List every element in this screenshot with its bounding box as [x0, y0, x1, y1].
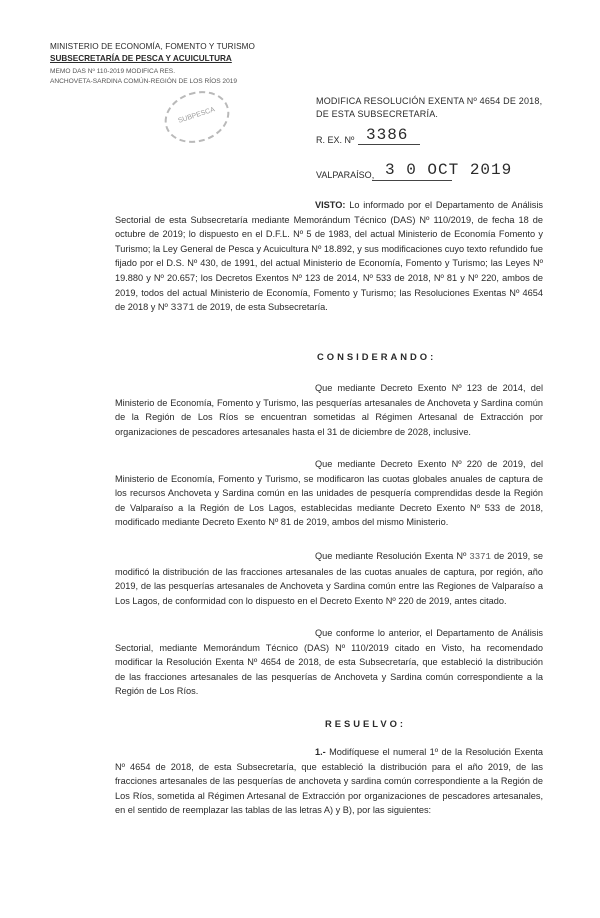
p3-start: Que mediante Resolución Exenta Nº — [315, 551, 467, 561]
reference-line-2: DE ESTA SUBSECRETARÍA. — [316, 109, 439, 119]
resuelvo-item-1 — [115, 745, 543, 818]
considerando-heading: CONSIDERANDO: — [317, 351, 437, 362]
rex-number: 3386 — [366, 126, 409, 144]
subsecretaria-name: SUBSECRETARÍA DE PESCA Y ACUICULTURA — [50, 54, 232, 63]
visto-text-end: de 2019, de esta Subsecretaría. — [197, 302, 328, 313]
considerando-paragraph-4: Que conforme lo anterior, el Departamento de Análisis Sectorial, mediante Memorándum Técnico (DAS) Nº 110/2019 citado en Visto, ha recomendado modificar la Resolución Exenta Nº 4654 de 2018, de esta Subsecretaría, que estableció la distribución de las fracciones artesanales de las pesquerías de Anchoveta y Sardina común correspondiente a la Región de Los Ríos. — [115, 628, 543, 697]
considerando-paragraph-3 — [115, 549, 543, 608]
considerando-paragraph-1: Que mediante Decreto Exento Nº 123 de 2014, del Ministerio de Economía, Fomento y Turismo, las pesquerías artesanales de Anchoveta y Sardina común de la Región de Los Ríos se encuentran sometidas al Régimen Artesanal de Extracción por organizaciones de pescadores artesanales hasta el 31 de diciembre de 2028, inclusive. — [115, 383, 543, 437]
resuelvo-heading: RESUELVO: — [325, 718, 406, 729]
considerando-paragraph-2: Que mediante Decreto Exento Nº 220 de 2019, del Ministerio de Economía, Fomento y Turismo, se modificaron las cuotas globales anuales de captura de los recursos Anchoveta y Sardina común en las unidades de pesquería comprendidas desde la Región de Valparaíso a la Región de Los Lagos, establecidas mediante Decreto Exento Nº 533 de 2018, modificado mediante Decreto Exento Nº 81 de 2019, ambos del mismo Ministerio. — [115, 459, 543, 528]
office-stamp: SUBPESCA — [158, 83, 236, 151]
date-underline — [372, 180, 452, 181]
rex-label: R. EX. Nº — [316, 135, 355, 145]
visto-label: VISTO: — [315, 200, 346, 210]
visto-text: Lo informado por el Departamento de Análisis Sectorial de esta Subsecretaría mediante Memorándum Técnico (DAS) Nº 110/2019, de fecha 18 de octubre de 2019; lo dispuesto en el D.F.L. Nº 5 de 1983, del actual Ministerio de Economía Fomento y Turismo; la Ley General de Pesca y Acuicultura Nº 18.892, y sus modificaciones cuyo texto refundido fue fijado por el D.S. Nº 430, de 1991, del actual Ministerio de Economía, Fomento y Turismo; las Leyes Nº 19.880 y Nº 20.657; los Decretos Exentos Nº 123 de 2014, Nº 533 de 2018, Nº 81 y Nº 220, ambos de 2019, todos del actual Ministerio de Economía, Fomento y Turismo; las Resoluciones Exentas Nº 4654 de 2018 y Nº — [115, 200, 543, 313]
p3-rest: de 2019, se modificó la distribución de las fracciones artesanales de las cuotas anuales de captura, por región, año 2019, de las pesquerías artesanales de Anchoveta y Sardina común entre las Regiones de Valparaíso a Los Lagos, de conformidad con lo dispuesto en el Decreto Exento Nº 220 de 2019, antes citado. — [115, 551, 543, 606]
fishery-reference: ANCHOVETA-SARDINA COMÚN-REGIÓN DE LOS RÍOS 2019 — [50, 78, 238, 85]
reference-line-1: MODIFICA RESOLUCIÓN EXENTA Nº 4654 DE 2018, — [316, 96, 543, 106]
item-number: 1.- — [315, 747, 326, 757]
place-label: VALPARAÍSO, — [316, 170, 375, 180]
item-text: Modifíquese el numeral 1º de la Resolución Exenta Nº 4654 de 2018, de esta Subsecretaría, que estableció la distribución para el año 2019, de las fracciones artesanales de las pesquerías de anchoveta y sardina común correspondiente a la Región de Los Ríos, sometida al Régimen Artesanal de Extracción por organizaciones de pescadores artesanales, en el sentido de reemplazar las tablas de las letras A) y B), por las siguientes: — [115, 747, 543, 816]
ministry-name: MINISTERIO DE ECONOMÍA, FOMENTO Y TURISMO — [50, 42, 256, 51]
handwritten-resolution-number-2: 3371 — [469, 552, 491, 562]
handwritten-resolution-number: 3371 — [170, 303, 195, 315]
visto-paragraph — [115, 198, 543, 317]
memo-reference: MEMO DAS Nº 110-2019 MODIFICA RES. — [50, 68, 176, 75]
resolution-date: 3 0 OCT 2019 — [385, 161, 513, 179]
rex-underline — [358, 144, 420, 145]
